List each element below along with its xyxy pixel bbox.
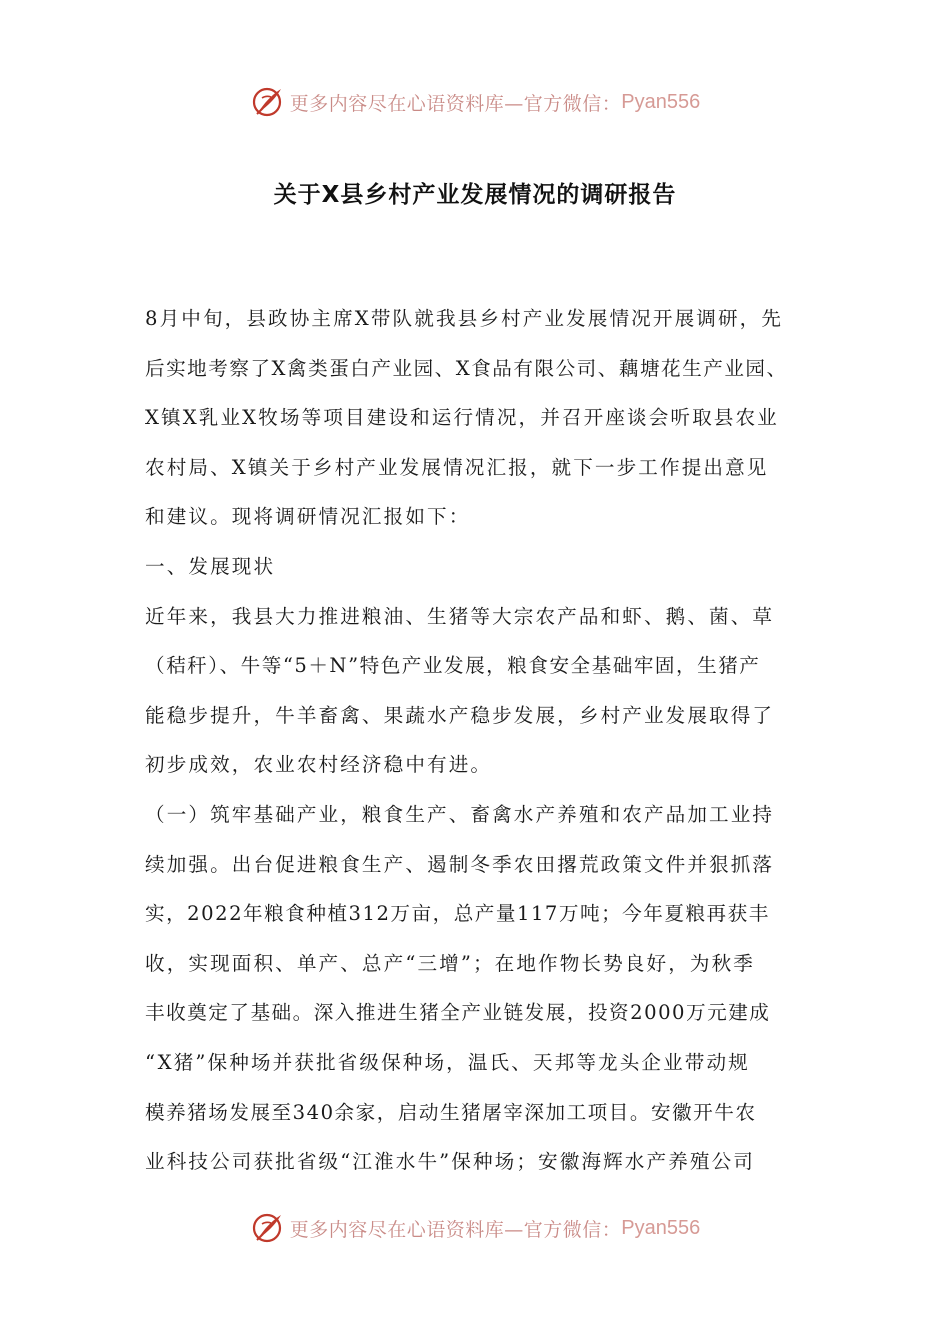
document-title: 关于X县乡村产业发展情况的调研报告 — [273, 182, 677, 208]
document-body — [145, 294, 809, 1187]
text-line: 后实地考察了X禽类蛋白产业园、X食品有限公司、藕塘花生产业园、 — [145, 356, 788, 380]
footer-watermark — [0, 1208, 950, 1248]
text-line: 业科技公司获批省级“江淮水牛”保种场；安徽海辉水产养殖公司 — [145, 1150, 755, 1174]
text-line: 和建议。现将调研情况汇报如下： — [145, 505, 471, 529]
subsection-heading: （一）筑牢基础产业，粮食生产、畜禽水产养殖和农产品加工业持 — [145, 802, 775, 826]
quill-logo-icon — [250, 1210, 286, 1246]
text-line: 初步成效，农业农村经济稳中有进。 — [145, 753, 493, 777]
watermark-wechat-id: Pyan556 — [621, 90, 701, 113]
text-line: 农村局、X镇关于乡村产业发展情况汇报，就下一步工作提出意见 — [145, 455, 769, 479]
watermark-text: 更多内容尽在心语资料库—官方微信： — [289, 92, 622, 115]
watermark-wechat-id: Pyan556 — [621, 1216, 701, 1239]
quill-logo-icon — [250, 84, 286, 120]
text-line: 近年来，我县大力推进粮油、生猪等大宗农产品和虾、鹅、菌、草 — [145, 604, 775, 628]
header-watermark — [0, 82, 950, 122]
text-line: 能稳步提升，牛羊畜禽、果蔬水产稳步发展，乡村产业发展取得了 — [145, 703, 775, 727]
text-line: 续加强。出台促进粮食生产、遏制冬季农田撂荒政策文件并狠抓落 — [145, 852, 775, 876]
text-line: 8月中旬，县政协主席X带队就我县乡村产业发展情况开展调研，先 — [145, 307, 784, 330]
text-line: X镇X乳业X牧场等项目建设和运行情况，并召开座谈会听取县农业 — [145, 406, 779, 430]
text-line: （秸秆）、牛等“5＋N”特色产业发展，粮食安全基础牢固，生猪产 — [145, 654, 761, 678]
watermark-text: 更多内容尽在心语资料库—官方微信： — [289, 1218, 622, 1241]
text-line: “X猪”保种场并获批省级保种场，温氏、天邦等龙头企业带动规 — [145, 1050, 750, 1074]
text-line: 模养猪场发展至340余家，启动生猪屠宰深加工项目。安徽开牛农 — [145, 1100, 757, 1124]
section-heading: 一、发展现状 — [145, 554, 276, 578]
text-line: 收，实现面积、单产、总产“三增”；在地作物长势良好，为秋季 — [145, 951, 755, 975]
text-line: 丰收奠定了基础。深入推进生猪全产业链发展，投资2000万元建成 — [145, 1001, 771, 1025]
text-line: 实，2022年粮食种植312万亩，总产量117万吨；今年夏粮再获丰 — [145, 902, 770, 926]
